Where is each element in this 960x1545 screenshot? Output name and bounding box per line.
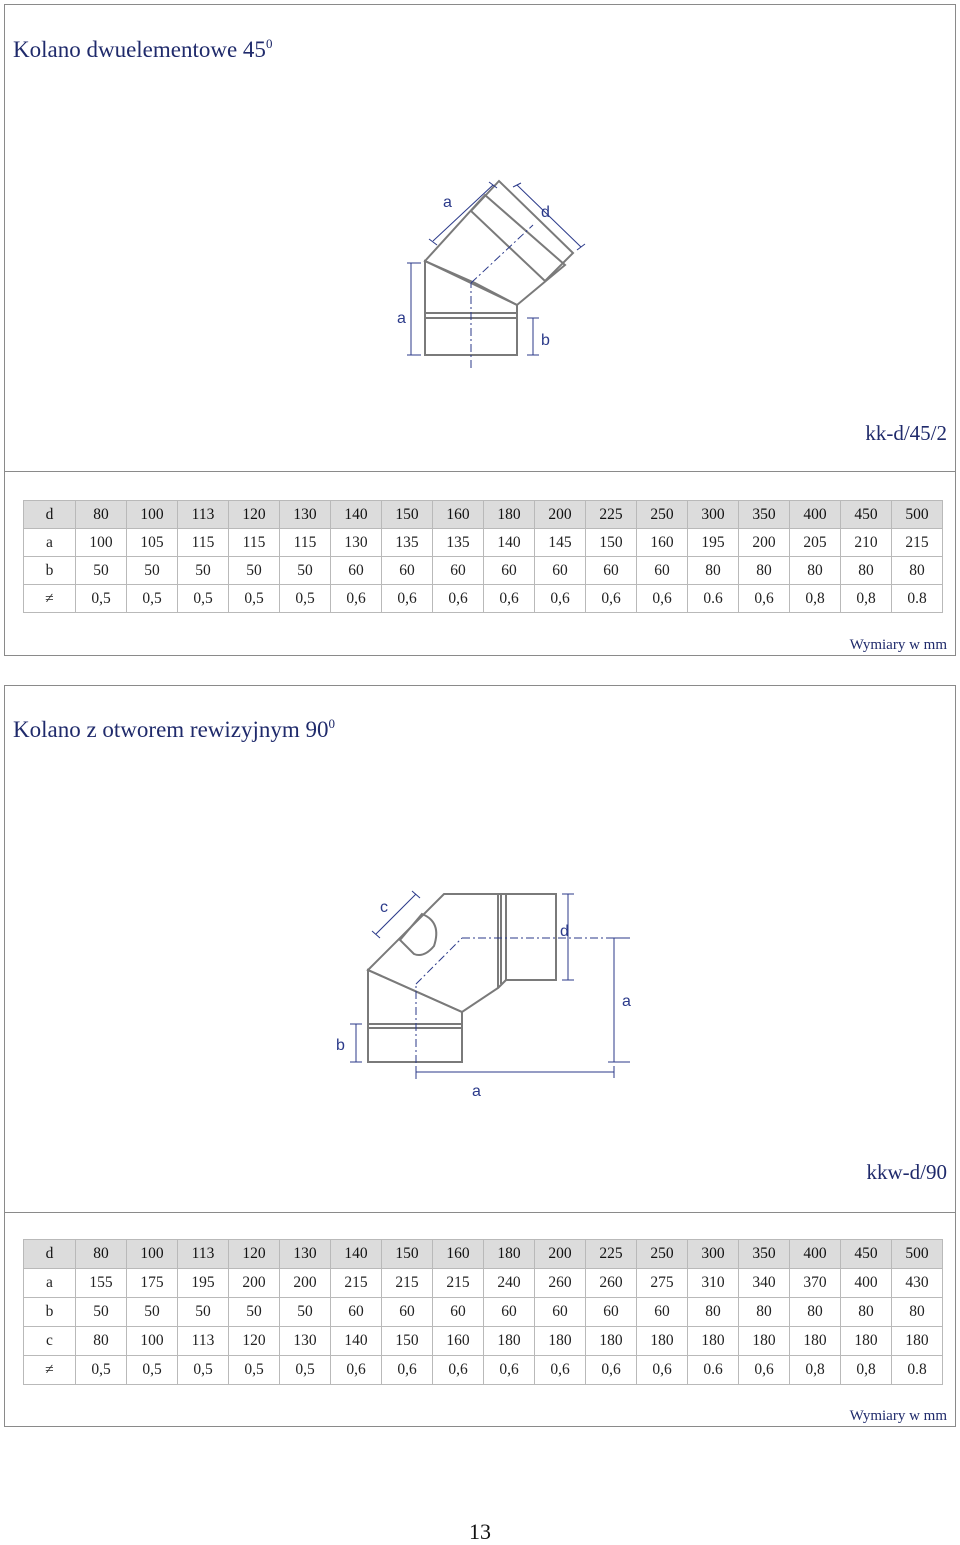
table-cell: 180 [484,1327,535,1356]
table-cell: 100 [127,1327,178,1356]
table-row [24,1356,943,1385]
table-cell: 0,5 [280,1356,331,1385]
table-cell: 150 [382,1240,433,1269]
table-cell: 0.8 [892,585,943,613]
page-number: 13 [469,1519,491,1544]
table-cell: 0,6 [739,585,790,613]
section-elbow-90-inspection [4,685,956,1427]
title-text: Kolano z otworem rewizyjnym 90 [13,717,329,742]
dimension-table [23,1239,943,1385]
table-cell: 130 [280,501,331,529]
table-cell: 80 [739,557,790,585]
table-cell: 215 [382,1269,433,1298]
table-cell: 105 [127,529,178,557]
table-cell: 60 [433,557,484,585]
dim-label-c: c [380,899,388,916]
table-cell: 0,6 [433,1356,484,1385]
table-cell: 160 [433,1327,484,1356]
section-title [13,716,335,743]
table-cell: 195 [178,1269,229,1298]
dim-label-b: b [541,332,550,349]
table-cell: 155 [76,1269,127,1298]
table-cell: 0,6 [535,585,586,613]
table-cell: 300 [688,501,739,529]
table-cell: 180 [484,1240,535,1269]
table-cell: 0,6 [637,585,688,613]
table-cell: 0.6 [688,585,739,613]
table-cell: 450 [841,501,892,529]
dim-label-a-left: a [397,310,406,327]
row-label: b [24,557,76,585]
divider [5,471,955,472]
table-cell: 0,5 [76,1356,127,1385]
table-cell: 113 [178,501,229,529]
table-cell: 60 [382,557,433,585]
table-cell: 80 [76,1240,127,1269]
table-cell: 180 [739,1327,790,1356]
table-cell: 350 [739,1240,790,1269]
dimension-table [23,500,943,613]
table-cell: 215 [331,1269,382,1298]
table-cell: 120 [229,1327,280,1356]
right-socket [506,894,556,980]
table-cell: 200 [229,1269,280,1298]
table-cell: 0,6 [586,1356,637,1385]
table-cell: 60 [586,557,637,585]
table-cell: 200 [535,1240,586,1269]
table-cell: 0,5 [76,585,127,613]
row-label: c [24,1327,76,1356]
table-cell: 200 [535,501,586,529]
dim-label-b: b [336,1037,345,1054]
row-label: ≠ [24,585,76,613]
table-cell: 180 [535,1327,586,1356]
table-row [24,1269,943,1298]
table-cell: 50 [280,557,331,585]
table-cell: 60 [535,557,586,585]
table-cell: 80 [688,557,739,585]
table-cell: 200 [280,1269,331,1298]
table-cell: 500 [892,501,943,529]
table-cell: 60 [484,1298,535,1327]
table-cell: 60 [382,1298,433,1327]
dim-label-d: d [560,923,569,940]
table-cell: 400 [841,1269,892,1298]
table-cell: 80 [688,1298,739,1327]
table-row [24,1298,943,1327]
table-row [24,529,943,557]
table-cell: 450 [841,1240,892,1269]
table-cell: 60 [637,1298,688,1327]
table-cell: 130 [331,529,382,557]
table-cell: 250 [637,501,688,529]
table-cell: 0,5 [127,585,178,613]
table-cell: 50 [127,557,178,585]
bottom-socket [368,1024,462,1062]
table-cell: 0.8 [892,1356,943,1385]
table-cell: 0,6 [331,585,382,613]
table-cell: 100 [76,529,127,557]
table-cell: 260 [586,1269,637,1298]
table-cell: 113 [178,1240,229,1269]
table-cell: 0,5 [178,1356,229,1385]
product-code: kk-d/45/2 [865,421,947,445]
table-cell: 0,6 [484,1356,535,1385]
table-cell: 370 [790,1269,841,1298]
table-cell: 60 [331,1298,382,1327]
table-cell: 50 [280,1298,331,1327]
elbow-90-diagram [330,884,650,1109]
table-cell: 0,5 [178,585,229,613]
upper-socket [471,181,573,281]
table-cell: 0,6 [382,585,433,613]
table-cell: 0,6 [331,1356,382,1385]
table-cell: 100 [127,501,178,529]
table-cell: 140 [331,501,382,529]
table-cell: 50 [229,1298,280,1327]
table-cell: 80 [892,1298,943,1327]
table-cell: 80 [76,501,127,529]
table-cell: 430 [892,1269,943,1298]
table-header-row [24,501,943,529]
table-cell: 140 [331,1327,382,1356]
table-cell: 150 [382,1327,433,1356]
table-cell: 260 [535,1269,586,1298]
table-cell: 60 [484,557,535,585]
section-title [13,36,272,63]
table-cell: 50 [229,557,280,585]
table-cell: 0,6 [637,1356,688,1385]
table-cell: 225 [586,501,637,529]
table-cell: 0,8 [790,1356,841,1385]
table-cell: 180 [892,1327,943,1356]
table-cell: 400 [790,1240,841,1269]
table-cell: 50 [178,1298,229,1327]
table-cell: 80 [790,557,841,585]
dim-label-a-top: a [443,194,452,211]
table-cell: 100 [127,1240,178,1269]
table-cell: 135 [382,529,433,557]
table-cell: 0,5 [229,1356,280,1385]
table-row [24,1327,943,1356]
table-cell: 120 [229,501,280,529]
table-cell: 300 [688,1240,739,1269]
table-cell: 0,5 [127,1356,178,1385]
table-cell: 60 [433,1298,484,1327]
table-cell: 115 [229,529,280,557]
lower-segment [368,970,462,1024]
table-cell: 200 [739,529,790,557]
table-cell: 50 [127,1298,178,1327]
table-cell: 120 [229,1240,280,1269]
table-cell: 140 [331,1240,382,1269]
table-cell: 130 [280,1327,331,1356]
table-cell: 140 [484,529,535,557]
table-cell: 0,6 [586,585,637,613]
table-cell: 0,6 [535,1356,586,1385]
table-cell: 50 [178,557,229,585]
table-cell: 145 [535,529,586,557]
elbow-45-diagram [385,173,625,383]
row-label: b [24,1298,76,1327]
dim-label-d: d [541,204,550,221]
table-cell: 180 [790,1327,841,1356]
table-cell: 135 [433,529,484,557]
table-cell: 215 [892,529,943,557]
table-cell: 150 [382,501,433,529]
row-label: a [24,529,76,557]
table-cell: 340 [739,1269,790,1298]
table-cell: 0.6 [688,1356,739,1385]
table-cell: 215 [433,1269,484,1298]
table-cell: 175 [127,1269,178,1298]
table-cell: 80 [739,1298,790,1327]
table-cell: 0,6 [433,585,484,613]
table-cell: 0,8 [841,1356,892,1385]
table-cell: 500 [892,1240,943,1269]
table-cell: 180 [688,1327,739,1356]
table-cell: 275 [637,1269,688,1298]
table-cell: 150 [586,529,637,557]
table-cell: 60 [535,1298,586,1327]
table-cell: 240 [484,1269,535,1298]
table-cell: 0,5 [229,585,280,613]
table-cell: 113 [178,1327,229,1356]
table-cell: 60 [331,557,382,585]
table-cell: 205 [790,529,841,557]
table-cell: 0,5 [280,585,331,613]
table-row [24,557,943,585]
table-cell: 350 [739,501,790,529]
table-cell: 225 [586,1240,637,1269]
title-superscript: 0 [328,716,336,731]
table-cell: 250 [637,1240,688,1269]
dim-label-a-right: a [622,993,631,1010]
table-cell: 180 [841,1327,892,1356]
table-cell: 0,8 [790,585,841,613]
table-cell: 80 [841,557,892,585]
title-superscript: 0 [265,36,273,51]
table-cell: 160 [433,1240,484,1269]
product-code: kkw-d/90 [866,1160,947,1184]
divider [5,1212,955,1213]
row-label: d [24,1240,76,1269]
table-cell: 0,8 [841,585,892,613]
table-cell: 0,6 [739,1356,790,1385]
table-cell: 80 [892,557,943,585]
table-cell: 115 [280,529,331,557]
title-text: Kolano dwuelementowe 45 [13,37,266,62]
table-cell: 195 [688,529,739,557]
table-cell: 0,6 [382,1356,433,1385]
table-row [24,585,943,613]
table-cell: 130 [280,1240,331,1269]
unit-note: Wymiary w mm [849,637,947,653]
section-elbow-45 [4,4,956,656]
unit-note: Wymiary w mm [849,1408,947,1424]
table-cell: 400 [790,501,841,529]
table-cell: 180 [586,1327,637,1356]
table-cell: 50 [76,557,127,585]
table-cell: 160 [433,501,484,529]
table-cell: 180 [637,1327,688,1356]
dim-label-a-bottom: a [472,1083,481,1100]
table-cell: 0,6 [484,585,535,613]
table-cell: 160 [637,529,688,557]
table-cell: 115 [178,529,229,557]
table-cell: 310 [688,1269,739,1298]
row-label: ≠ [24,1356,76,1385]
row-label: a [24,1269,76,1298]
table-cell: 60 [637,557,688,585]
table-cell: 50 [76,1298,127,1327]
table-header-row [24,1240,943,1269]
table-cell: 210 [841,529,892,557]
table-cell: 80 [790,1298,841,1327]
table-cell: 80 [76,1327,127,1356]
table-cell: 180 [484,501,535,529]
table-cell: 60 [586,1298,637,1327]
table-cell: 80 [841,1298,892,1327]
row-label: d [24,501,76,529]
